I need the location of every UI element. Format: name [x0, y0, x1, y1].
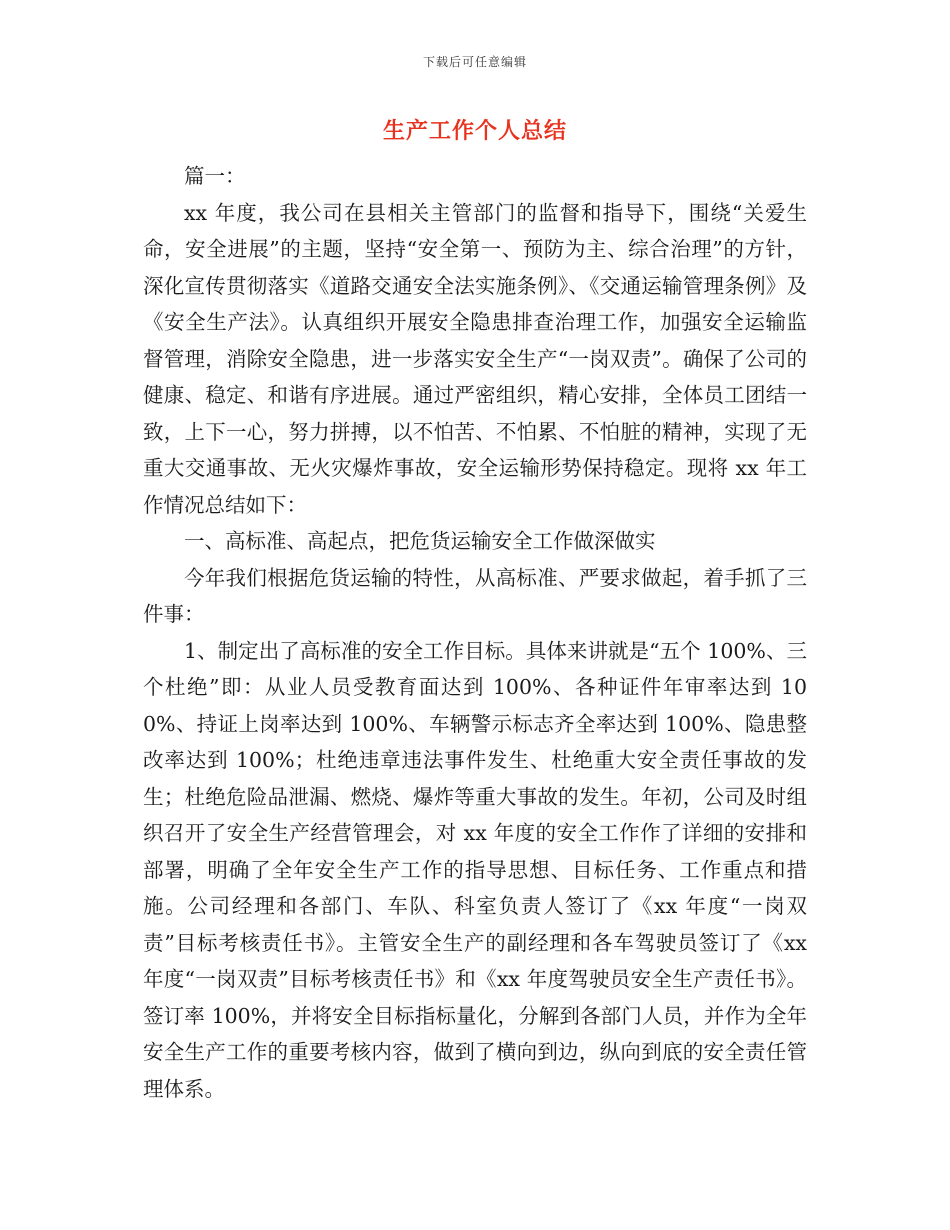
paragraph-section-label: 篇一： [184, 164, 246, 188]
paragraph-heading-1: 一、高标准、高起点，把危货运输安全工作做深做实 [184, 529, 656, 553]
document-body [143, 158, 807, 1107]
header-note: 下载后可任意编辑 [422, 55, 527, 69]
paragraph-tasks-intro: 今年我们根据危货运输的特性，从高标准、严要求做起，着手抓了三件事： [143, 565, 807, 626]
paragraph-intro: xx 年度，我公司在县相关主管部门的监督和指导下，围绕“关爱生命，安全进展”的主题，坚持“安全第一、预防为主、综合治理”的方针，深化宣传贯彻落实《道路交通安全法实施条例》、《交通运输管理条例》及《安全生产法》。认真组织开展安全隐患排查治理工作，加强安全运输监督管理，消除安全隐患，进一步落实安全生产“一岗双责”。确保了公司的健康、稳定、和谐有序进展。通过严密组织，精心安排，全体员工团结一致，上下一心，努力拼搏，以不怕苦、不怕累、不怕脏的精神，实现了无重大交通事故、无火灾爆炸事故，安全运输形势保持稳定。现将 xx 年工作情况总结如下： [143, 200, 807, 517]
document-title: 生产工作个人总结 [382, 118, 567, 144]
paragraph-item-1: 1、制定出了高标准的安全工作目标。具体来讲就是“五个 100%、三个杜绝”即：从业人员受教育面达到 100%、各种证件年审率达到 100%、持证上岗率达到 100%、车辆警示标志齐全率达到 100%、隐患整改率达到 100%；杜绝违章违法事件发生、杜绝重大安全责任事故的发生；杜绝危险品泄漏、燃烧、爆炸等重大事故的发生。年初，公司及时组织召开了安全生产经营管理会，对 xx 年度的安全工作作了详细的安排和部署，明确了全年安全生产工作的指导思想、目标任务、工作重点和措施。公司经理和各部门、车队、科室负责人签订了《xx 年度“一岗双责”目标考核责任书》。主管安全生产的副经理和各车驾驶员签订了《xx 年度“一岗双责”目标考核责任书》和《xx 年度驾驶员安全生产责任书》。签订率 100%，并将安全目标指标量化，分解到各部门人员，并作为全年安全生产工作的重要考核内容，做到了横向到边，纵向到底的安全责任管理体系。 [143, 638, 807, 1101]
